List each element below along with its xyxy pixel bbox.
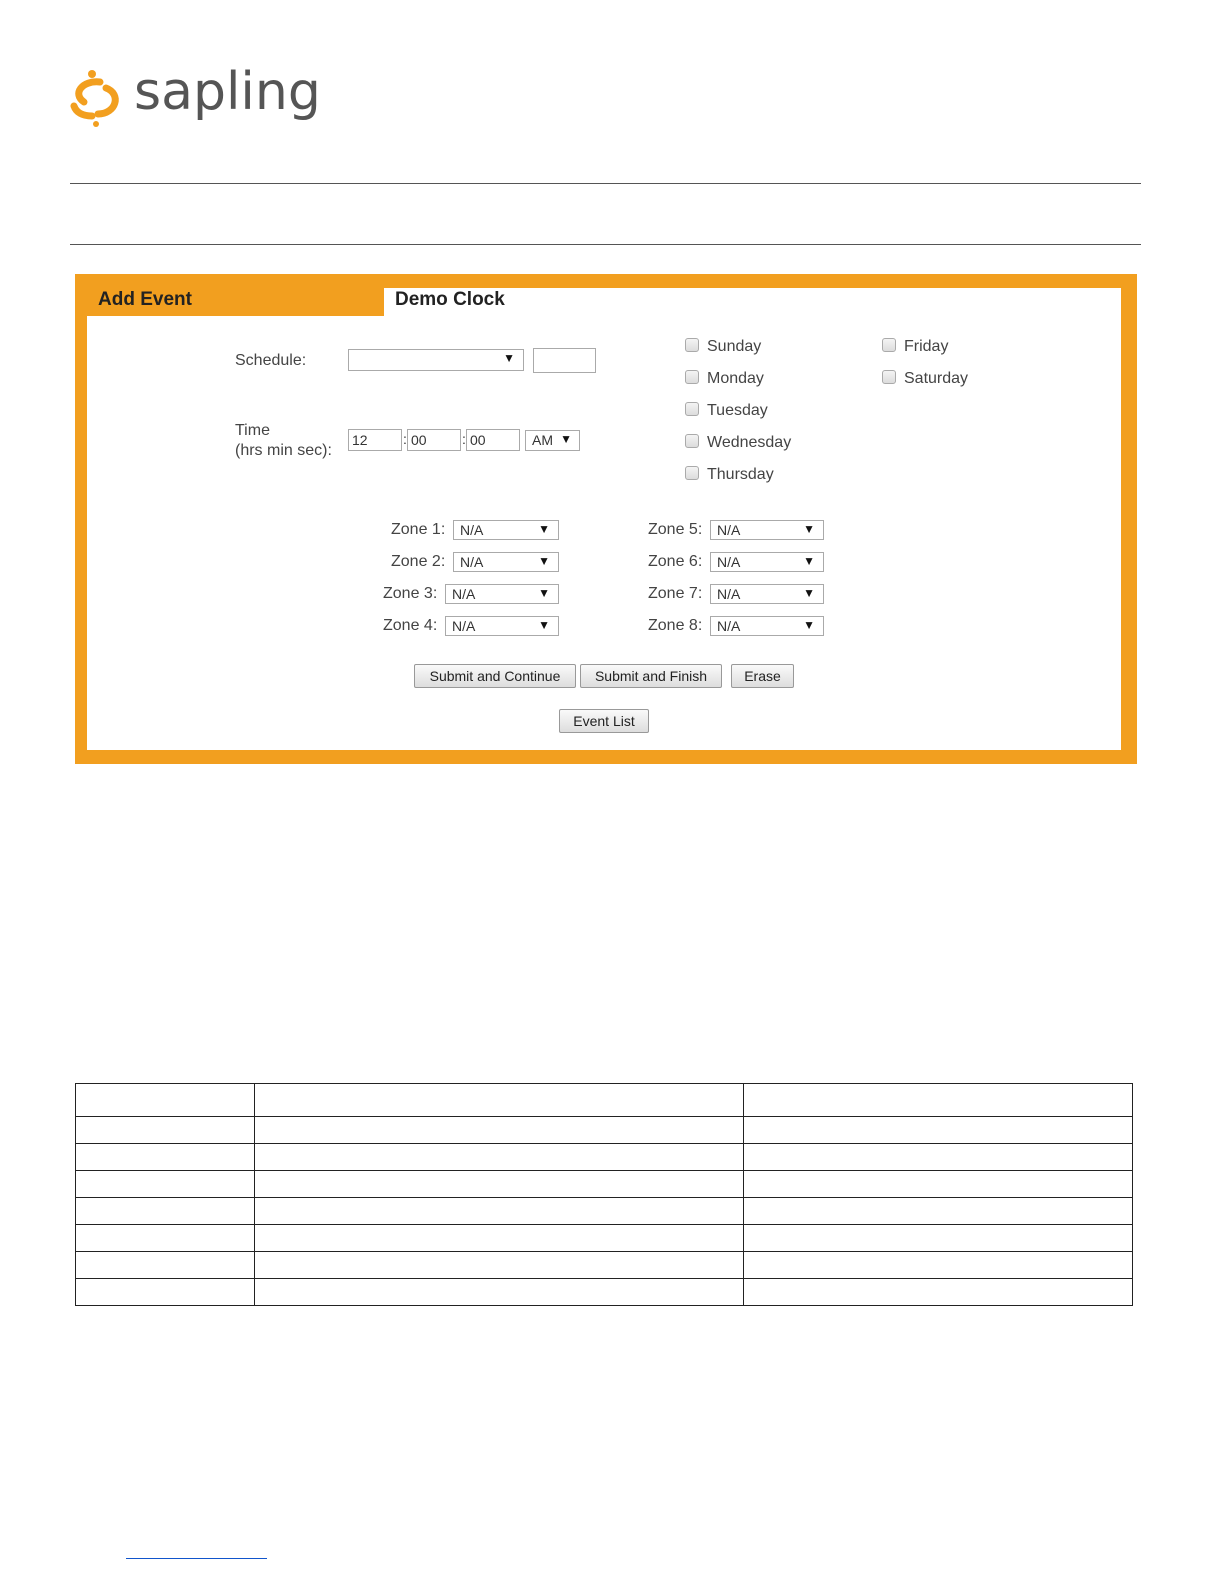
sapling-logo [70, 62, 330, 132]
zone-2-value: N/A [460, 554, 484, 570]
zone-1-select[interactable] [453, 520, 559, 540]
table-cell [254, 1084, 744, 1117]
zone-5-label: Zone 5: [648, 521, 703, 538]
chevron-down-icon: ▼ [503, 351, 515, 365]
zone-2-label: Zone 2: [391, 553, 446, 570]
chevron-down-icon: ▼ [803, 554, 815, 568]
time-separator: : [462, 431, 466, 447]
zone-8-select[interactable] [710, 616, 824, 636]
table-cell [76, 1171, 255, 1198]
table-cell [254, 1252, 744, 1279]
zone-8-value: N/A [717, 618, 741, 634]
tab-add-event [87, 288, 384, 316]
schedule-extra-input[interactable] [533, 348, 596, 373]
table-cell [254, 1279, 744, 1306]
table-cell [254, 1198, 744, 1225]
table-cell [744, 1252, 1133, 1279]
divider-top [70, 183, 1141, 184]
zone-5-value: N/A [717, 522, 741, 538]
table-row [76, 1171, 1133, 1198]
day-label-monday: Monday [707, 370, 764, 387]
table-cell [76, 1117, 255, 1144]
day-label-friday: Friday [904, 338, 949, 355]
time-label: Time [235, 422, 270, 439]
zone-7-label: Zone 7: [648, 585, 703, 602]
day-label-thursday: Thursday [707, 466, 774, 483]
table-row [76, 1225, 1133, 1252]
submit-finish-button[interactable]: Submit and Finish [580, 664, 722, 688]
table-row [76, 1117, 1133, 1144]
checkbox-thursday[interactable] [685, 466, 699, 480]
table-cell [76, 1225, 255, 1252]
table-cell [744, 1279, 1133, 1306]
table-cell [254, 1144, 744, 1171]
table-row [76, 1144, 1133, 1171]
table-cell [744, 1171, 1133, 1198]
table-cell [254, 1171, 744, 1198]
table-cell [76, 1252, 255, 1279]
submit-continue-button[interactable]: Submit and Continue [414, 664, 576, 688]
divider-bottom [70, 244, 1141, 245]
zone-7-select[interactable] [710, 584, 824, 604]
chevron-down-icon: ▼ [538, 554, 550, 568]
checkbox-friday[interactable] [882, 338, 896, 352]
device-name: Demo Clock [395, 289, 505, 310]
table-row [76, 1279, 1133, 1306]
ampm-select[interactable] [525, 430, 580, 451]
chevron-down-icon: ▼ [538, 586, 550, 600]
table-row [76, 1084, 1133, 1117]
zone-3-label: Zone 3: [383, 585, 438, 602]
zone-1-value: N/A [460, 522, 484, 538]
panel-body [87, 288, 1121, 750]
zone-8-label: Zone 8: [648, 617, 703, 634]
day-label-sunday: Sunday [707, 338, 762, 355]
empty-table [75, 1083, 1133, 1306]
checkbox-wednesday[interactable] [685, 434, 699, 448]
zone-3-value: N/A [452, 586, 476, 602]
zone-2-select[interactable] [453, 552, 559, 572]
day-label-tuesday: Tuesday [707, 402, 768, 419]
table-cell [76, 1198, 255, 1225]
table-row [76, 1252, 1133, 1279]
zone-6-label: Zone 6: [648, 553, 703, 570]
zone-6-select[interactable] [710, 552, 824, 572]
time-format-label: (hrs min sec): [235, 442, 332, 459]
chevron-down-icon: ▼ [803, 522, 815, 536]
tab-add-event-label: Add Event [98, 289, 192, 310]
zone-6-value: N/A [717, 554, 741, 570]
chevron-down-icon: ▼ [538, 522, 550, 536]
table-cell [744, 1198, 1133, 1225]
seconds-input[interactable]: 00 [466, 429, 520, 451]
zone-4-value: N/A [452, 618, 476, 634]
footer-link-underline[interactable] [126, 1558, 267, 1559]
checkbox-monday[interactable] [685, 370, 699, 384]
brand-name: sapling [134, 62, 321, 122]
schedule-label: Schedule: [235, 352, 307, 369]
table-cell [744, 1117, 1133, 1144]
add-event-panel [75, 274, 1137, 764]
day-label-saturday: Saturday [904, 370, 969, 387]
minutes-input[interactable]: 00 [407, 429, 461, 451]
table-cell [744, 1144, 1133, 1171]
checkbox-saturday[interactable] [882, 370, 896, 384]
table-cell [744, 1084, 1133, 1117]
table-cell [744, 1225, 1133, 1252]
table-cell [254, 1225, 744, 1252]
schedule-select[interactable] [348, 349, 524, 371]
zone-7-value: N/A [717, 586, 741, 602]
table-row [76, 1198, 1133, 1225]
zone-4-label: Zone 4: [383, 617, 438, 634]
checkbox-tuesday[interactable] [685, 402, 699, 416]
event-list-button[interactable]: Event List [559, 709, 649, 733]
zone-4-select[interactable] [445, 616, 559, 636]
zone-5-select[interactable] [710, 520, 824, 540]
time-separator: : [403, 431, 407, 447]
erase-button[interactable]: Erase [731, 664, 794, 688]
day-label-wednesday: Wednesday [707, 434, 792, 451]
table-cell [254, 1117, 744, 1144]
chevron-down-icon: ▼ [560, 432, 572, 446]
zone-3-select[interactable] [445, 584, 559, 604]
chevron-down-icon: ▼ [538, 618, 550, 632]
table-cell [76, 1144, 255, 1171]
zone-1-label: Zone 1: [391, 521, 446, 538]
chevron-down-icon: ▼ [803, 618, 815, 632]
table-cell [76, 1084, 255, 1117]
table-cell [76, 1279, 255, 1306]
checkbox-sunday[interactable] [685, 338, 699, 352]
ampm-value: AM [532, 432, 553, 448]
chevron-down-icon: ▼ [803, 586, 815, 600]
sapling-logo-icon [70, 68, 126, 128]
hours-input[interactable]: 12 [348, 429, 402, 451]
